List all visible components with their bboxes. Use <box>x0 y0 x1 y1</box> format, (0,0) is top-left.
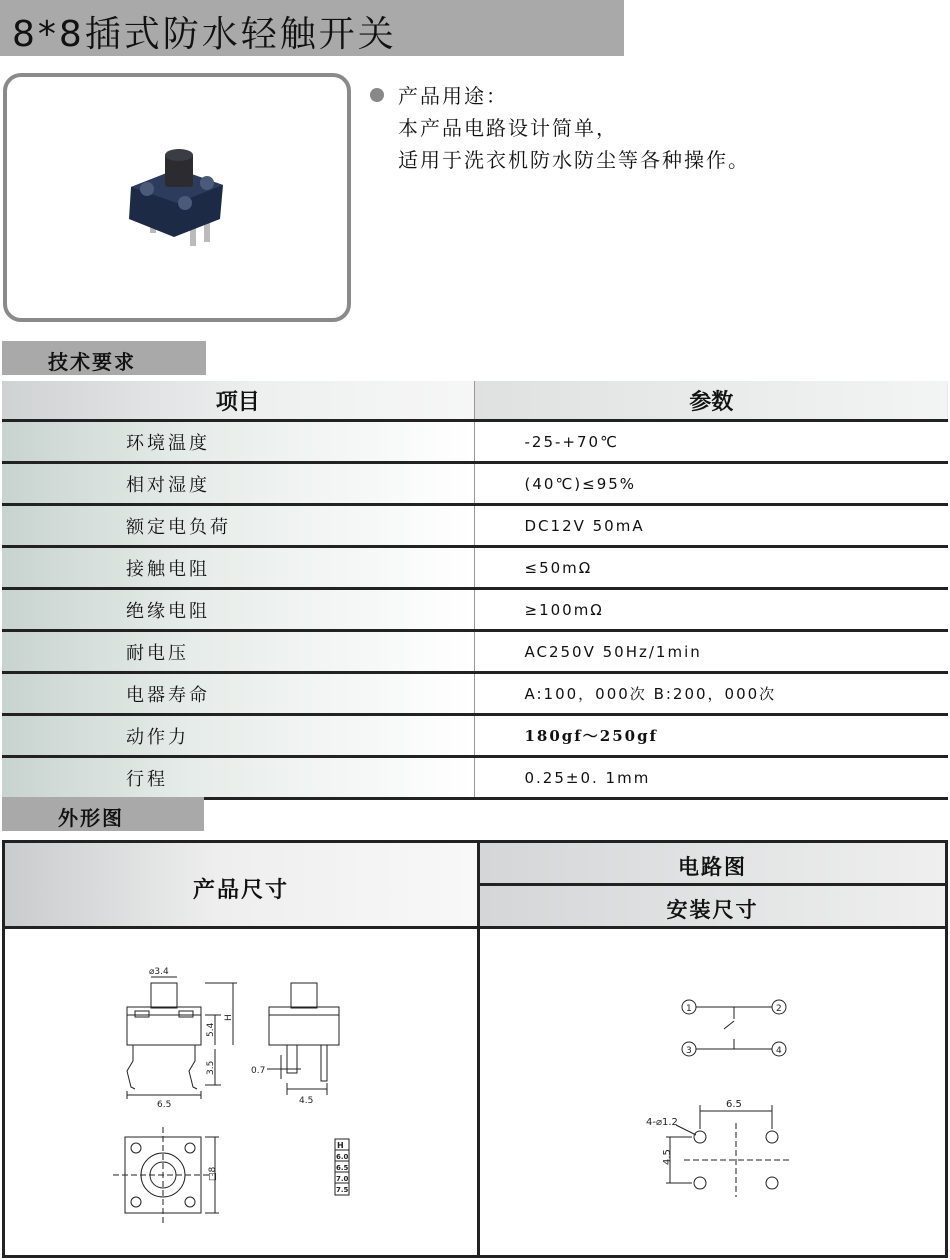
dim-d45: 4.5 <box>299 1096 314 1106</box>
spec-value: AC250V 50Hz/1min <box>474 631 948 673</box>
h-table-cell: 7.0 <box>336 1175 349 1183</box>
header-product-size <box>5 843 477 929</box>
spec-value: (40℃)≤95% <box>474 463 948 505</box>
spec-value: 0.25±0. 1mm <box>474 757 948 799</box>
header-circuit <box>480 843 945 886</box>
pin-label: 2 <box>776 1004 782 1014</box>
spec-value: ≥100mΩ <box>474 589 948 631</box>
circuit-diagram <box>682 1000 786 1056</box>
dim-d07: 0.7 <box>251 1066 266 1076</box>
section-tech-requirements <box>2 341 206 375</box>
table-row <box>2 757 948 799</box>
pin-label: 1 <box>686 1004 692 1014</box>
top-view <box>113 1127 219 1223</box>
spec-value: 180gf～250gf <box>474 715 948 757</box>
product-dimension-drawing <box>5 929 475 1255</box>
table-row <box>2 715 948 757</box>
bullet-icon <box>370 88 384 102</box>
product-usage <box>370 80 750 176</box>
page-title: 8*8插式防水轻触开关 <box>12 14 397 55</box>
header-item: 项目 <box>2 381 474 421</box>
dim-hole: 4-⌀1.2 <box>646 1117 678 1128</box>
side-view <box>267 983 339 1095</box>
mount-hole-diagram <box>666 1105 790 1197</box>
dim-m45: 4.5 <box>662 1149 673 1165</box>
spec-item: 行程 <box>2 757 474 799</box>
table-row <box>2 631 948 673</box>
dim-d34: ⌀3.4 <box>149 967 169 977</box>
spec-item: 耐电压 <box>2 631 474 673</box>
spec-item: 环境温度 <box>2 421 474 463</box>
dim-m65: 6.5 <box>726 1099 742 1110</box>
spec-value: -25-+70℃ <box>474 421 948 463</box>
title-bar <box>0 0 624 56</box>
h-table-cell: 7.5 <box>336 1186 349 1194</box>
table-row <box>2 589 948 631</box>
spec-value: ≤50mΩ <box>474 547 948 589</box>
h-table-cell: 6.0 <box>336 1153 349 1161</box>
product-photo <box>7 77 347 318</box>
section-title: 外形图 <box>58 806 124 830</box>
spec-item: 相对湿度 <box>2 463 474 505</box>
h-table-cell: H <box>337 1141 344 1150</box>
dimension-panel <box>2 840 948 1258</box>
front-view <box>127 977 237 1099</box>
dim-sq8: □8 <box>208 1166 218 1181</box>
table-row <box>2 673 948 715</box>
product-photo-frame <box>3 73 351 322</box>
circuit-and-mount-drawing <box>480 929 945 1255</box>
dim-d35: 3.5 <box>206 1060 216 1075</box>
header-label: 产品尺寸 <box>192 878 289 903</box>
spec-item: 电器寿命 <box>2 673 474 715</box>
table-row <box>2 463 948 505</box>
header-label: 安装尺寸 <box>666 898 759 922</box>
spec-item: 接触电阻 <box>2 547 474 589</box>
header-mount-size <box>480 886 945 929</box>
usage-line-2: 适用于洗衣机防水防尘等各种操作。 <box>398 148 750 172</box>
spec-item: 动作力 <box>2 715 474 757</box>
table-row <box>2 421 948 463</box>
spec-table <box>2 381 948 800</box>
pin-label: 3 <box>686 1046 692 1056</box>
spec-item: 额定电负荷 <box>2 505 474 547</box>
table-row <box>2 547 948 589</box>
spec-value: DC12V 50mA <box>474 505 948 547</box>
dim-d54: 5.4 <box>206 1022 216 1037</box>
spec-item: 绝缘电阻 <box>2 589 474 631</box>
table-row <box>2 505 948 547</box>
usage-line-1: 本产品电路设计简单， <box>398 116 618 140</box>
dim-h: H <box>224 1014 234 1021</box>
dim-d65: 6.5 <box>157 1100 172 1110</box>
pin-label: 4 <box>776 1046 782 1056</box>
header-param: 参数 <box>474 381 948 421</box>
spec-header-row <box>2 381 948 421</box>
section-outline-drawing <box>2 797 204 831</box>
header-label: 电路图 <box>678 855 747 879</box>
spec-value: A:100，000次 B:200，000次 <box>474 673 948 715</box>
section-title: 技术要求 <box>48 350 136 374</box>
h-table-cell: 6.5 <box>336 1164 349 1172</box>
usage-heading: 产品用途： <box>398 84 508 108</box>
